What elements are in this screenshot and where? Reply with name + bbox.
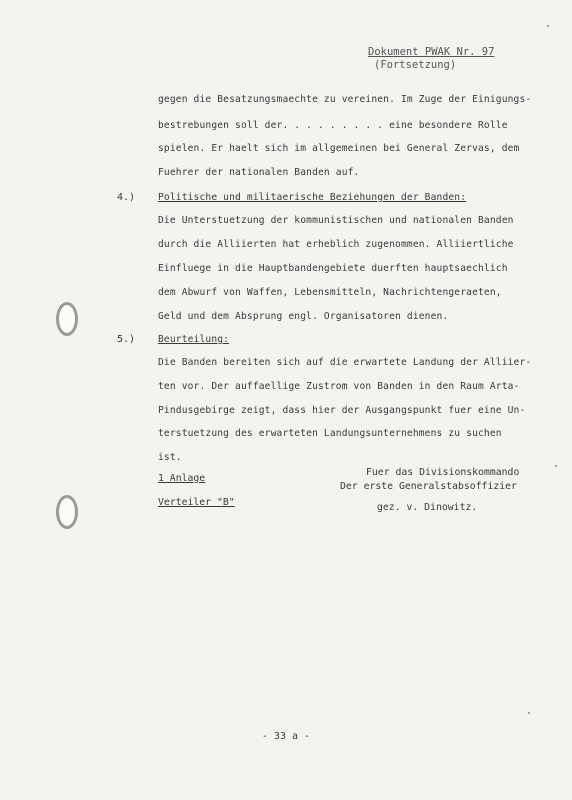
- section-4-number: 4.): [117, 192, 136, 203]
- section-4-line: durch die Alliierten hat erheblich zugenommen. Alliiertliche: [158, 239, 514, 250]
- signature-line: Der erste Generalstabsoffizier: [340, 481, 517, 492]
- section-5-line: Pindusgebirge zeigt, dass hier der Ausgangspunkt fuer eine Un-: [158, 405, 526, 416]
- section-5-line: terstuetzung des erwarteten Landungsunternehmens zu suchen: [158, 428, 502, 439]
- signature-line: gez. v. Dinowitz.: [377, 502, 478, 513]
- section-4-line: Die Unterstuetzung der kommunistischen und nationalen Banden: [158, 215, 514, 226]
- section-4-line: Einfluege in die Hauptbandengebiete duerften hauptsaechlich: [158, 263, 508, 274]
- intro-line: spielen. Er haelt sich im allgemeinen bei General Zervas, dem: [158, 143, 520, 154]
- page-number: - 33 a -: [261, 731, 311, 742]
- section-4-heading: Politische und militaerische Beziehungen der Banden:: [158, 192, 467, 203]
- section-5-heading: Beurteilung:: [158, 334, 230, 345]
- intro-line: bestrebungen soll der. . . . . . . . . eine besondere Rolle: [158, 120, 508, 131]
- distribution-note: Verteiler "B": [158, 497, 235, 508]
- scan-speck: [528, 712, 530, 714]
- scan-speck: [555, 465, 557, 467]
- continuation-note: (Fortsetzung): [374, 59, 457, 71]
- section-4-line: Geld und dem Absprung engl. Organisatoren dienen.: [158, 311, 449, 322]
- scan-speck: [547, 25, 549, 27]
- section-5-line: ist.: [158, 452, 182, 463]
- reference-number: Dokument PWAK Nr. 97: [368, 46, 495, 58]
- section-5-line: ten vor. Der auffaellige Zustrom von Banden in den Raum Arta-: [158, 381, 520, 392]
- intro-line: gegen die Besatzungsmaechte zu vereinen. Im Zuge der Einigungs-: [158, 94, 532, 105]
- signature-line: Fuer das Divisionskommando: [366, 467, 520, 478]
- intro-line: Fuehrer der nationalen Banden auf.: [158, 167, 360, 178]
- punch-hole: [56, 302, 78, 336]
- section-5-number: 5.): [117, 334, 136, 345]
- section-5-line: Die Banden bereiten sich auf die erwartete Landung der Alliier-: [158, 357, 532, 368]
- section-4-line: dem Abwurf von Waffen, Lebensmitteln, Nachrichtengeraeten,: [158, 287, 502, 298]
- document-reference: [368, 46, 518, 72]
- punch-hole: [56, 495, 78, 529]
- attachment-note: 1 Anlage: [158, 473, 206, 484]
